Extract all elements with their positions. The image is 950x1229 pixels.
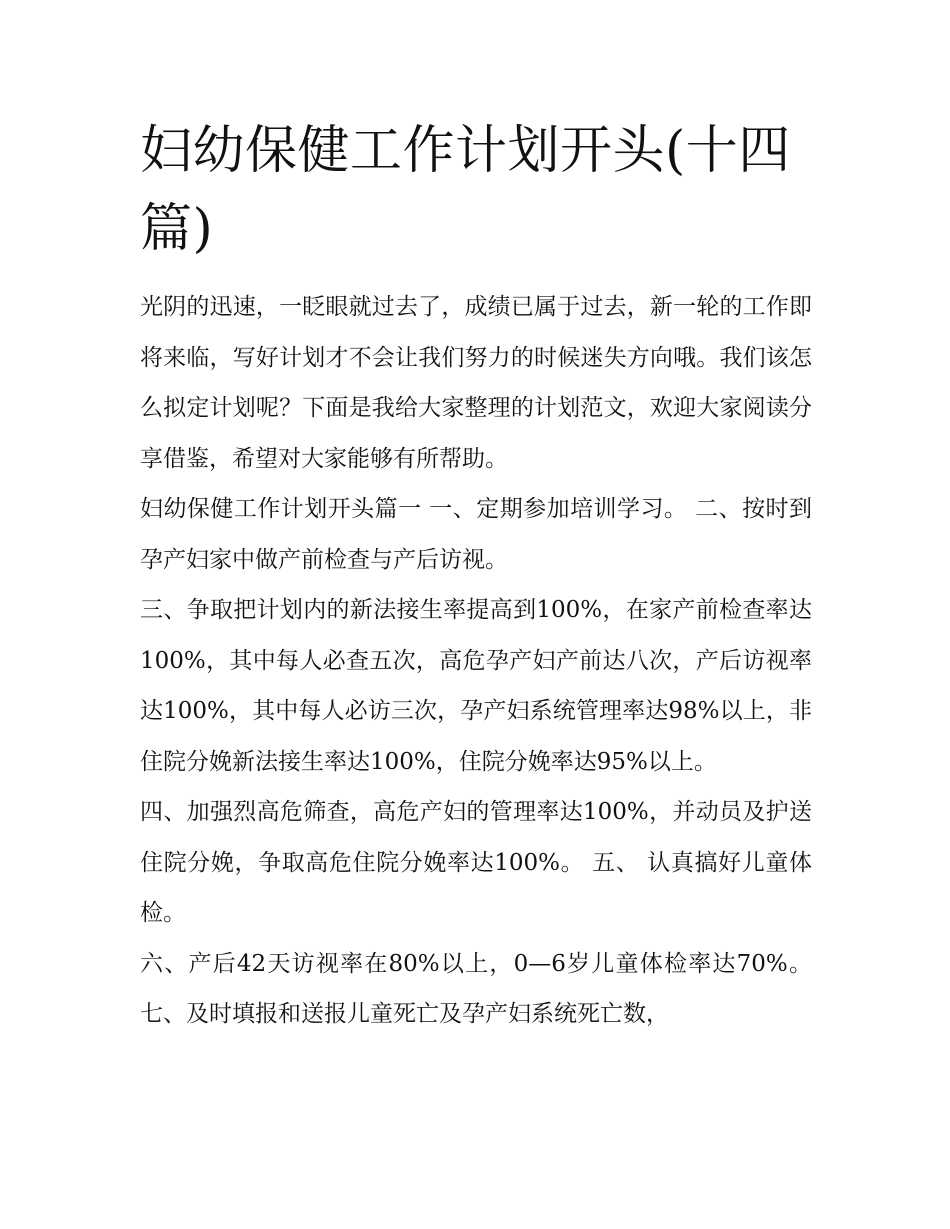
paragraph-3: 三、争取把计划内的新法接生率提高到100%，在家产前检查率达100%，其中每人必查五次，高危孕产妇产前达八次，产后访视率达100%，其中每人必访三次，孕产妇系统管理率达98%以上，非住院分娩新法接生率达100%，住院分娩率达95%以上。 <box>140 597 812 775</box>
document-title: 妇幼保健工作计划开头(十四篇) <box>140 121 791 259</box>
paragraph-6: 六、产后42天访视率在80%以上，0—6岁儿童体检率达70%。 七、及时填报和送报儿童死亡及孕产妇系统死亡数， <box>140 950 812 1027</box>
paragraph-intro: 光阴的迅速，一眨眼就过去了，成绩已属于过去，新一轮的工作即将来临，写好计划才不会让我们努力的时候迷失方向哦。我们该怎么拟定计划呢？下面是我给大家整理的计划范文，欢迎大家阅读分享借鉴，希望对大家能够有所帮助。 <box>140 294 812 472</box>
document-page <box>140 112 812 1040</box>
document-body <box>140 282 812 1040</box>
paragraph-4: 四、加强烈高危筛查，高危产妇的管理率达100%，并动员及护送住院分娩，争取高危住院分娩率达100%。 五、 认真搞好儿童体检。 <box>140 799 812 926</box>
paragraph-1: 妇幼保健工作计划开头篇一 一、定期参加培训学习。 二、按时到孕产妇家中做产前检查与产后访视。 <box>140 496 812 573</box>
